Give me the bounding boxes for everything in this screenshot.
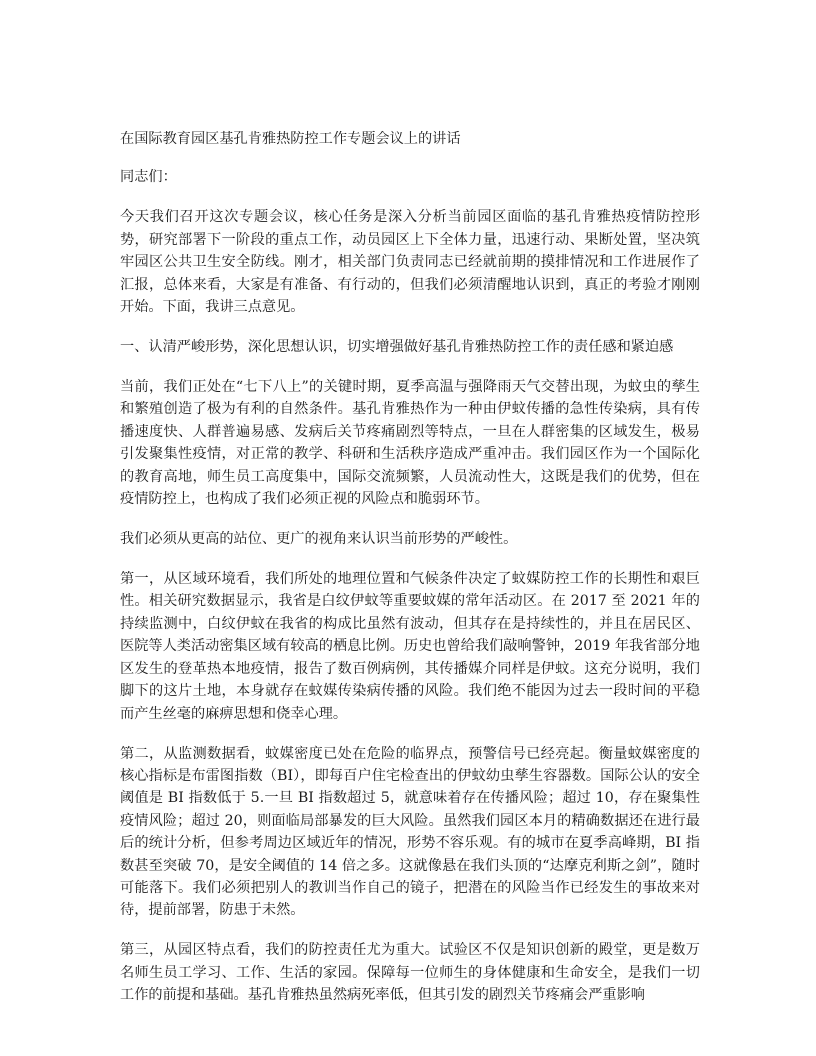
paragraph-situation: 当前，我们正处在“七下八上”的关键时期，夏季高温与强降雨天气交替出现，为蚊虫的孳生和繁殖创造了极为有利的自然条件。基孔肯雅热作为一种由伊蚊传播的急性传染病，具有传播速度快、人群普遍易感、发病后关节疼痛剧烈等特点，一旦在人群密集的区域发生，极易引发聚集性疫情，对正常的教学、科研和生活秩序造成严重冲击。我们园区作为一个国际化的教育高地，师生员工高度集中，国际交流频繁，人员流动性大，这既是我们的优势，但在疫情防控上，也构成了我们必须正视的风险点和脆弱环节。 [120, 379, 700, 508]
section-heading-1: 一、认清严峻形势，深化思想认识，切实增强做好基孔肯雅热防控工作的责任感和紧迫感 [120, 339, 674, 356]
paragraph-perspective: 我们必须从更高的站位、更广的视角来认识当前形势的严峻性。 [120, 531, 518, 548]
paragraph-point-2: 第二，从监测数据看，蚊媒密度已处在危险的临界点，预警信号已经亮起。衡量蚊媒密度的核心指标是布雷图指数（BI），即每百户住宅检查出的伊蚊幼虫孳生容器数。国际公认的安全阈值是 BI 指数低于 5.一旦 BI 指数超过 5，就意味着存在传播风险；超过 10，存在聚集性疫情风险；超过 20，则面临局部暴发的巨大风险。虽然我们园区本月的精确数据还在进行最后的统计分析，但参考周边区域近年的情况，形势不容乐观。有的城市在夏季高峰期，BI 指数甚至突破 70，是安全阈值的 14 倍之多。这就像悬在我们头顶的“达摩克利斯之剑”，随时可能落下。我们必须把别人的教训当作自己的镜子，把潜在的风险当作已经发生的事故来对待，提前部署，防患于未然。 [120, 745, 700, 919]
paragraph-point-1: 第一，从区域环境看，我们所处的地理位置和气候条件决定了蚊媒防控工作的长期性和艰巨性。相关研究数据显示，我省是白纹伊蚊等重要蚊媒的常年活动区。在 2017 至 2021 年的持续监测中，白纹伊蚊在我省的构成比虽然有波动，但其存在是持续性的，并且在居民区、医院等人类活动密集区域有较高的栖息比例。历史也曾给我们敲响警钟，2019 年我省部分地区发生的登革热本地疫情，报告了数百例病例，其传播媒介同样是伊蚊。这充分说明，我们脚下的这片土地，本身就存在蚊媒传染病传播的风险。我们绝不能因为过去一段时间的平稳而产生丝毫的麻痹思想和侥幸心理。 [120, 571, 700, 722]
document-page [120, 128, 700, 1024]
paragraph-intro: 今天我们召开这次专题会议，核心任务是深入分析当前园区面临的基孔肯雅热疫情防控形势，研究部署下一阶段的重点工作，动员园区上下全体力量，迅速行动、果断处置，坚决筑牢园区公共卫生安全防线。刚才，相关部门负责同志已经就前期的摸排情况和工作进展作了汇报，总体来看，大家是有准备、有行动的，但我们必须清醒地认识到，真正的考验才刚刚开始。下面，我讲三点意见。 [120, 209, 700, 316]
document-title: 在国际教育园区基孔肯雅热防控工作专题会议上的讲话 [120, 131, 461, 147]
paragraph-point-3: 第三，从园区特点看，我们的防控责任尤为重大。试验区不仅是知识创新的殿堂，更是数万名师生员工学习、工作、生活的家园。保障每一位师生的身体健康和生命安全，是我们一切工作的前提和基础。基孔肯雅热虽然病死率低，但其引发的剧烈关节疼痛会严重影响 [120, 942, 700, 1004]
salutation: 同志们： [120, 169, 177, 186]
